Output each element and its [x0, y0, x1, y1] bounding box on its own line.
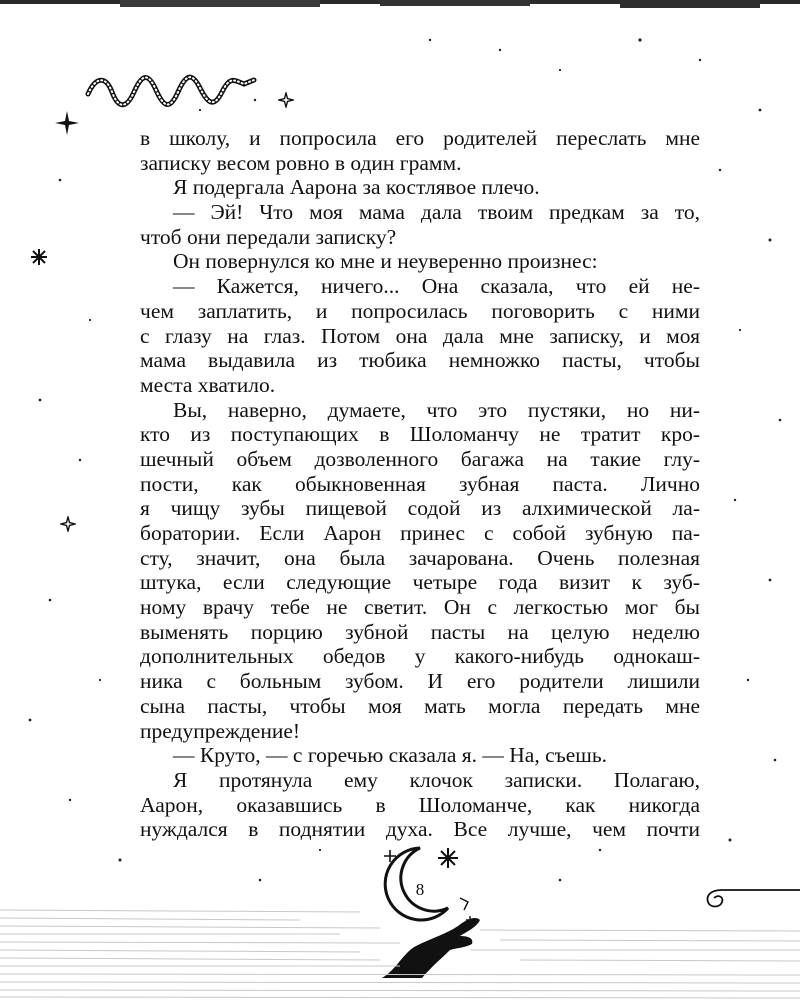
page-number: 8	[415, 880, 425, 899]
text-line: Я протянула ему клочок записки. Полагаю,	[173, 767, 700, 792]
text-line: я чищу зубы пищевой содой из алхимической ла-	[140, 496, 700, 521]
page-body-text	[140, 126, 700, 842]
text-line: мама выдавила из тюбика немножко пасты, чтобы	[140, 348, 700, 373]
text-line: сту, значит, она была зачарована. Очень полезная	[140, 545, 700, 570]
text-line: нуждался в поднятии духа. Все лучше, чем почти	[140, 817, 700, 842]
text-line: ному врачу тебе не светит. Он с легкостью мог бы	[140, 595, 700, 620]
text-line: Вы, наверно, думаете, что это пустяки, но ни-	[173, 397, 700, 422]
text-line: сына пасты, чтобы моя мать могла передать мне	[140, 693, 700, 718]
text-line: ника с больным зубом. И его родители лишили	[140, 669, 700, 694]
text-line: выменять порцию зубной пасты на целую неделю	[140, 619, 700, 644]
text-line: — Круто, — с горечью сказала я. — На, съешь.	[173, 743, 608, 768]
text-line: с глазу на глаз. Потом она дала мне записку, и моя	[140, 323, 700, 348]
text-line: чтоб они передали записку?	[140, 224, 397, 249]
text-line: — Кажется, ничего... Она сказала, что ей не-	[173, 274, 700, 299]
text-line: Я подергала Аарона за костлявое плечо.	[173, 175, 540, 200]
text-line: записку весом ровно в один грамм.	[140, 150, 462, 175]
text-line: боратории. Если Аарон принес с собой зубную па-	[140, 521, 700, 545]
bottom-scratch-texture	[0, 900, 800, 1000]
text-line: Он повернулся ко мне и неуверенно произнес:	[173, 249, 598, 274]
text-line: пости, как обыкновенная зубная паста. Лично	[140, 471, 700, 496]
text-line: в школу, и попросила его родителей переслать мне	[140, 126, 700, 150]
text-line: Аарон, оказавшись в Шоломанче, как никогда	[140, 792, 700, 817]
text-line: — Эй! Что моя мама дала твоим предкам за то,	[173, 200, 700, 225]
text-line: штука, если следующие четыре года визит к зуб-	[140, 570, 700, 595]
text-line: кто из поступающих в Шоломанчу не тратит кро-	[140, 422, 700, 447]
text-line: шечный объем дозволенного багажа на такие глу-	[140, 446, 700, 471]
text-line: предупреждение!	[140, 718, 301, 743]
text-line: чем заплатить, и попросилась поговорить с ними	[140, 298, 700, 323]
text-line: дополнительных обедов у какого-нибудь однокаш-	[140, 644, 700, 669]
text-line: места хватило.	[140, 372, 276, 397]
